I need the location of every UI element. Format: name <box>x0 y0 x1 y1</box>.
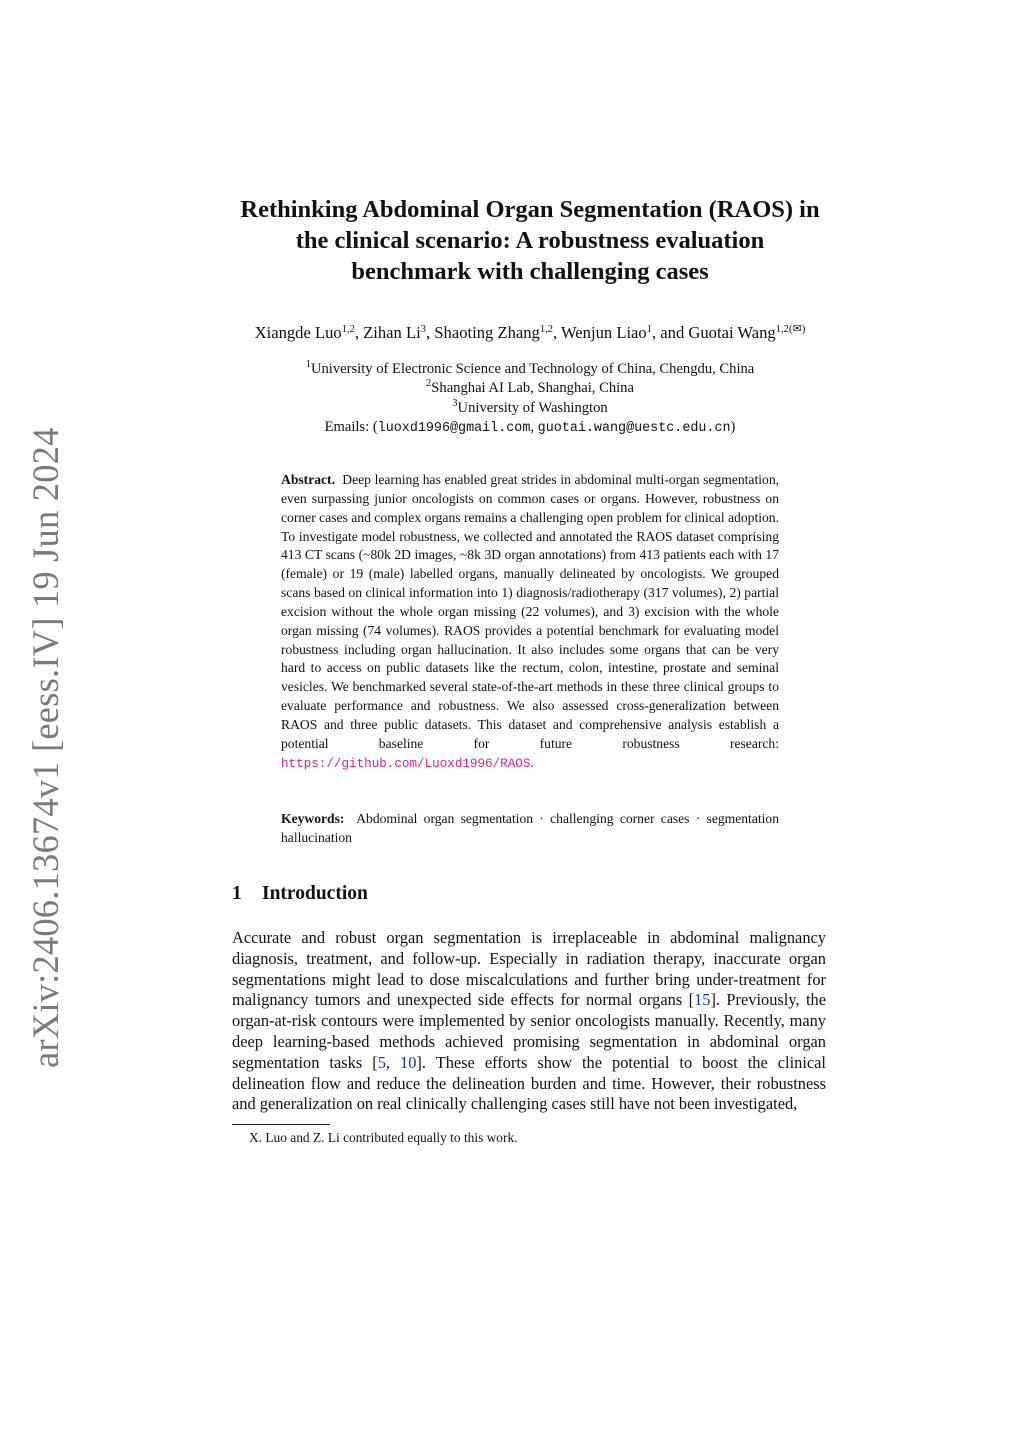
title-line-2: the clinical scenario: A robustness evaluation <box>295 227 765 254</box>
affiliation-3 <box>170 399 890 418</box>
citation-link[interactable]: 5 <box>377 1052 386 1072</box>
author-list <box>150 322 910 344</box>
github-link[interactable]: https://github.com/Luoxd1996/RAOS <box>281 756 531 771</box>
author-name: Shaoting Zhang <box>434 323 540 342</box>
author-affiliation-mark: 1,2 <box>341 324 355 335</box>
author-separator: , <box>552 323 561 342</box>
author-affiliation-mark: 1,2 <box>539 324 553 335</box>
arxiv-identifier: arXiv:2406.13674v1 [eess.IV] 19 Jun 2024 <box>25 427 66 1068</box>
footnote-rule <box>232 1124 330 1125</box>
author-affiliation-mark: 3 <box>420 324 426 335</box>
paper-title <box>200 194 860 287</box>
author-separator: , <box>426 323 435 342</box>
section-number: 1 <box>232 883 242 904</box>
citation-link[interactable]: 15 <box>694 990 711 1010</box>
intro-text: ]. These efforts show the potential to boost the clinical delineation flow and reduce the delineation burden and time. However, their robustness and generalization on real clinically challenging cases still have not been investigated, <box>232 1052 826 1114</box>
emails-prefix: Emails: ( <box>324 419 378 436</box>
keywords <box>281 810 779 848</box>
intro-text: Accurate and robust organ segmentation is irreplaceable in abdominal malignancy diagnosis, treatment, and follow-up. Especially in radiation therapy, inaccurate organ segmentations might lead to dose miscalculations and further bring under-treatment for malignancy tumors and unexpected side effects for normal organs [ <box>232 928 826 1010</box>
keywords-label: Keywords: <box>281 811 345 826</box>
affiliation-1 <box>170 360 890 379</box>
email-address-2[interactable]: guotai.wang@uestc.edu.cn <box>537 421 731 437</box>
abstract <box>281 471 779 774</box>
author-separator: , and <box>651 323 689 342</box>
introduction-paragraph <box>232 928 826 1115</box>
envelope-icon: (✉) <box>788 323 806 335</box>
author-name: Wenjun Liao <box>560 323 647 342</box>
affiliation-text: University of Washington <box>457 399 608 416</box>
emails-separator: , <box>530 419 538 436</box>
affiliations <box>170 360 890 439</box>
author-affiliation-mark: 1,2 <box>775 324 789 335</box>
abstract-end: . <box>530 754 534 770</box>
author-affiliation-mark: 1 <box>646 324 652 335</box>
emails-line <box>170 418 890 438</box>
abstract-label: Abstract. <box>281 472 335 487</box>
citation-link[interactable]: 10 <box>400 1052 417 1072</box>
intro-text: ]. Previously, the organ-at-risk contours were implemented by senior oncologists manually. Recently, many deep learning-based methods achieved promising segmentation in abdominal organ segmentation tasks [ <box>232 990 826 1072</box>
footnote: X. Luo and Z. Li contributed equally to this work. <box>249 1130 518 1145</box>
title-line-1: Rethinking Abdominal Organ Segmentation (RAOS) in <box>240 196 820 223</box>
emails-suffix: ) <box>730 419 736 436</box>
author-name: Guotai Wang <box>688 323 776 342</box>
author-name: Zihan Li <box>363 323 421 342</box>
keywords-text: Abdominal organ segmentation · challenging corner cases · segmentation hallucination <box>281 811 780 845</box>
section-heading <box>232 883 368 905</box>
author-name: Xiangde Luo <box>254 323 342 342</box>
affiliation-number: 2 <box>426 378 432 390</box>
affiliation-number: 1 <box>305 359 311 370</box>
citation-separator: , <box>385 1052 401 1072</box>
affiliation-number: 3 <box>452 397 458 409</box>
affiliation-text: Shanghai AI Lab, Shanghai, China <box>431 380 634 397</box>
affiliation-text: University of Electronic Science and Technology of China, Chengdu, China <box>310 361 755 377</box>
title-line-3: benchmark with challenging cases <box>351 258 709 285</box>
section-title: Introduction <box>262 883 368 904</box>
author-separator: , <box>354 323 364 342</box>
affiliation-2 <box>170 379 890 398</box>
abstract-text: Deep learning has enabled great strides in abdominal multi-organ segmentation, even surpassing junior oncologists on common cases or organs. However, robustness on corner cases and complex organs remains a challenging open problem for clinical adoption. To investigate model robustness, we collected and annotated the RAOS dataset comprising 413 CT scans (~80k 2D images, ~8k 3D organ annotations) from 413 patients each with 17 (female) or 19 (male) labelled organs, manually delineated by oncologists. We grouped scans based on clinical information into 1) diagnosis/radiotherapy (317 volumes), 2) partial excision without the whole organ missing (22 volumes), and 3) excision with the whole organ missing (74 volumes). RAOS provides a potential benchmark for evaluating model robustness including organ hallucination. It also includes some organs that can be very hard to access on public datasets like the rectum, colon, intestine, prostate and seminal vesicles. We benchmarked several state-of-the-art methods in these three clinical groups to evaluate performance and robustness. We also assessed cross-generalization between RAOS and three public datasets. This dataset and comprehensive analysis establish a potential baseline for future robustness research: <box>281 472 780 751</box>
email-address-1[interactable]: luoxd1996@gmail.com <box>377 421 531 437</box>
